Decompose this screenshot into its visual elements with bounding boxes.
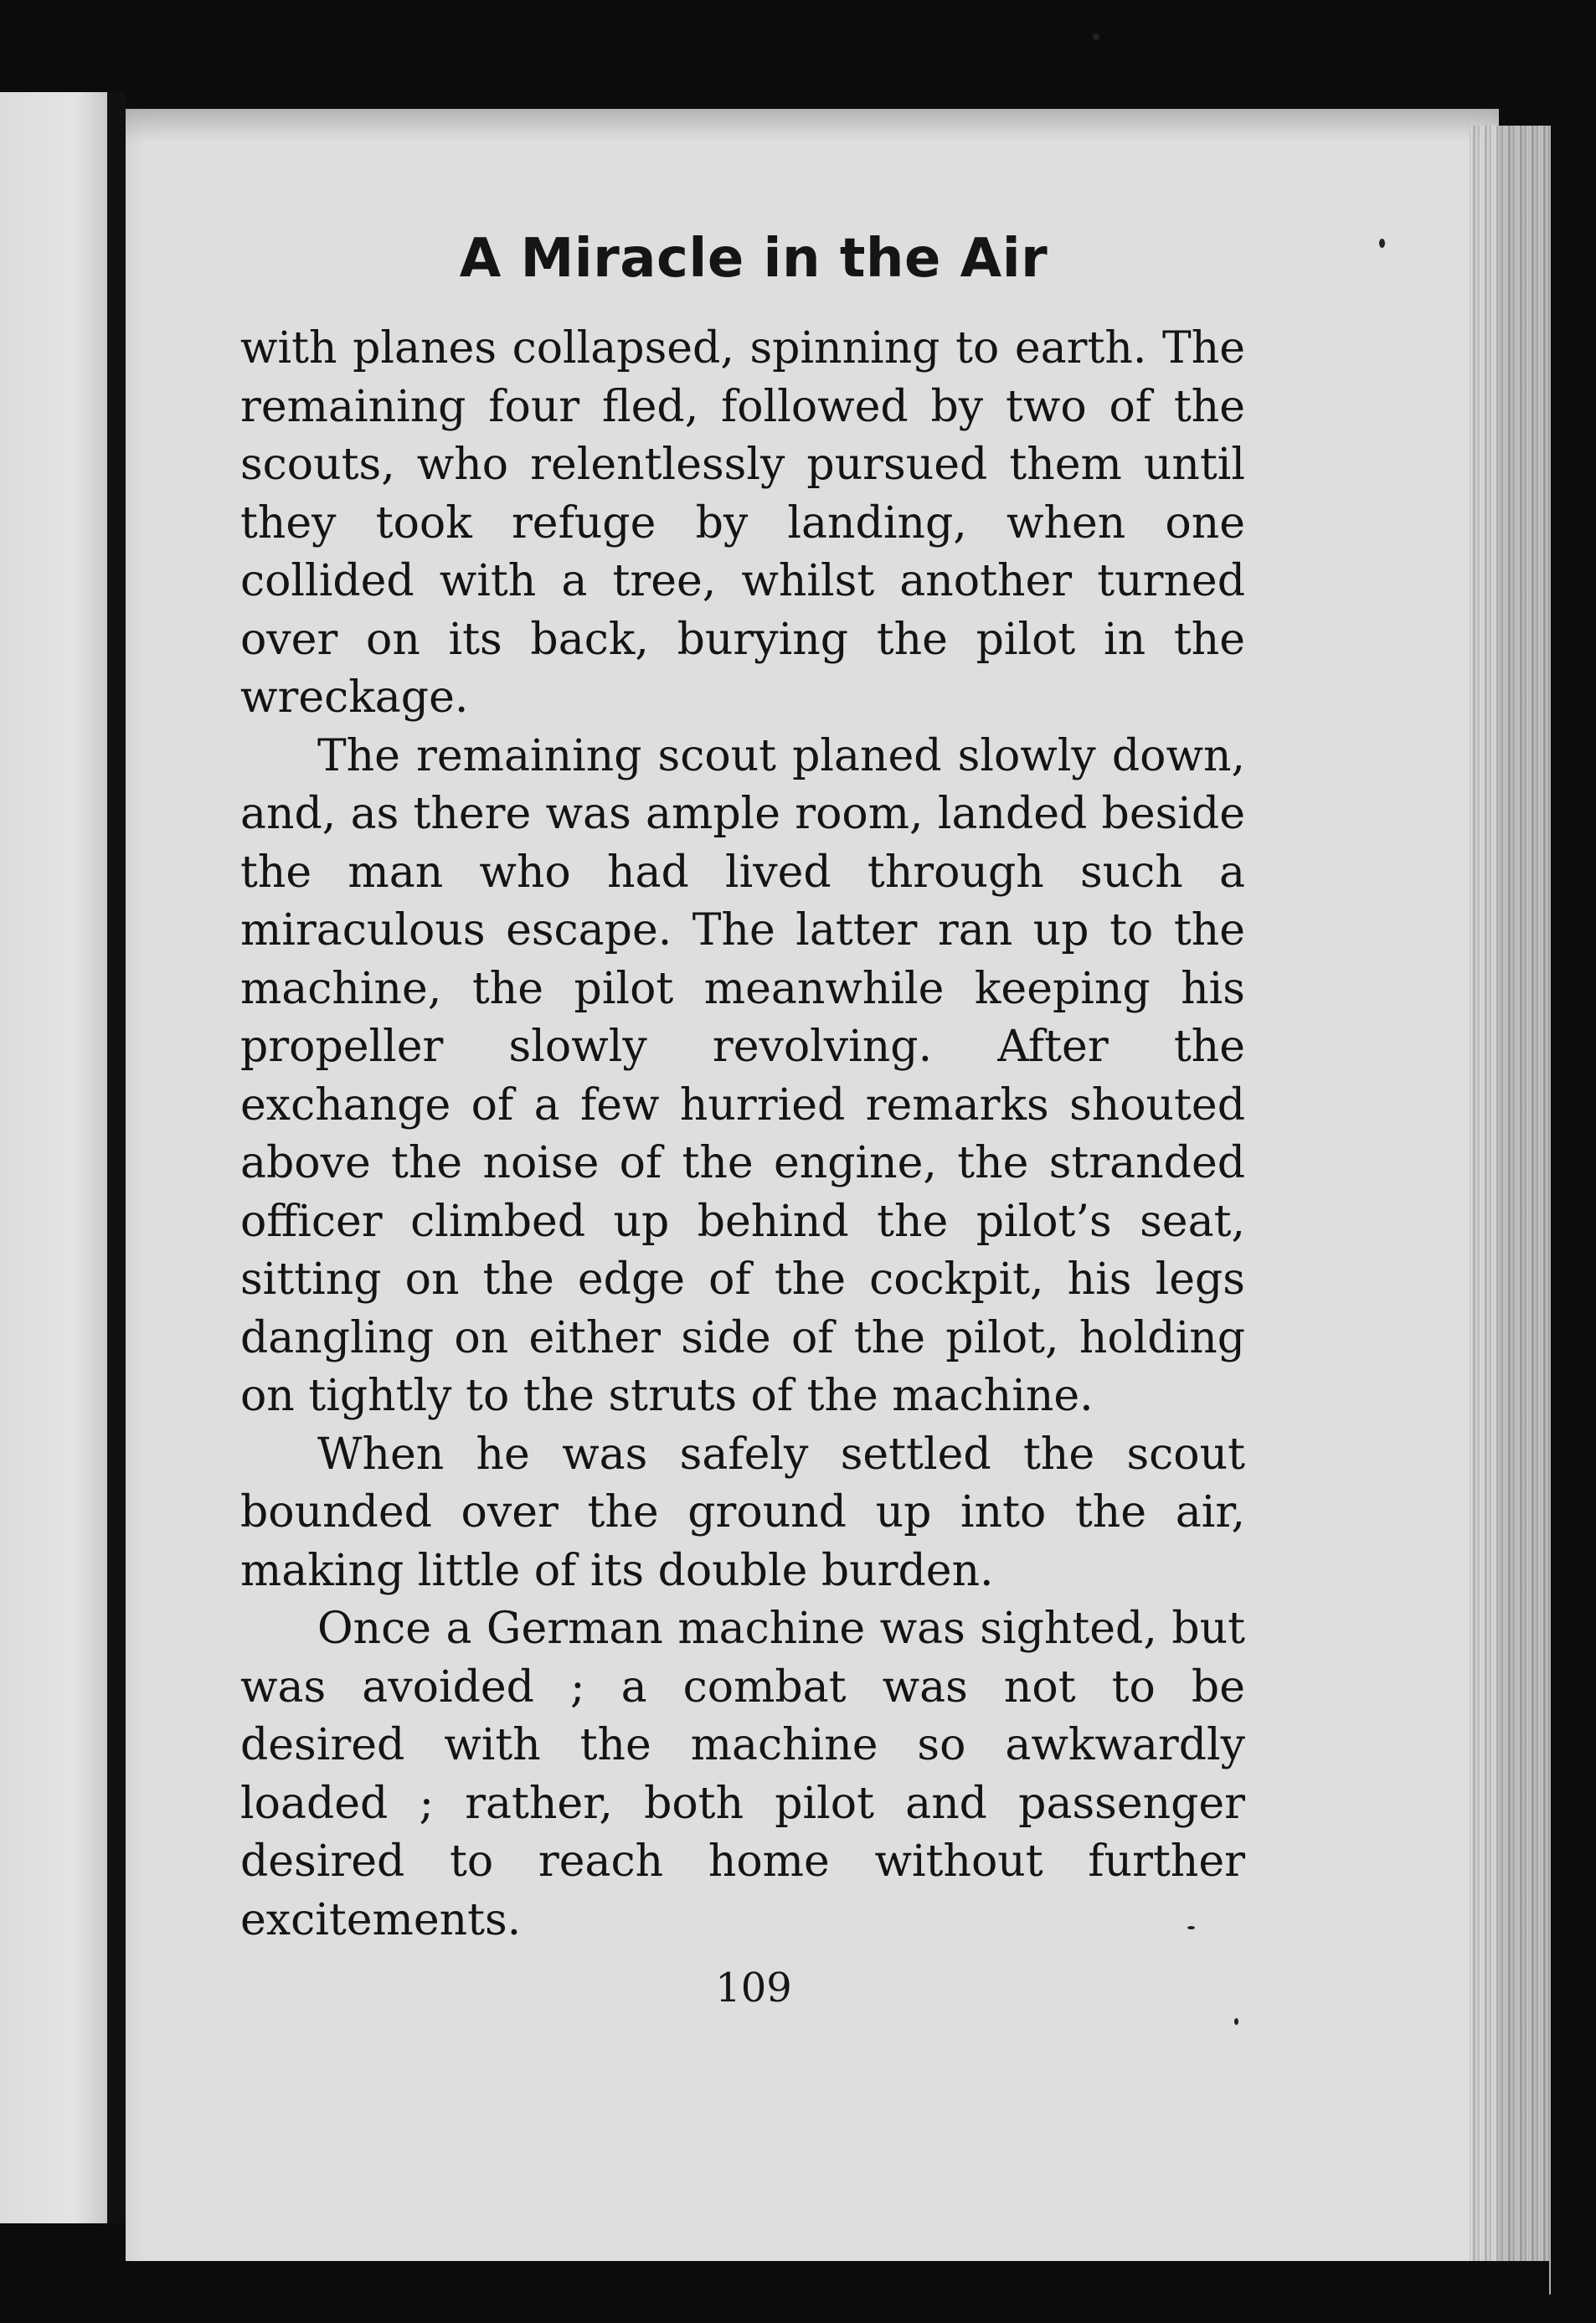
paragraph: Once a German machine was sighted, but was avoided ; a combat was not to be desired with the machine so awkwardly loaded ; rather, both pilot and passenger desired to reach home without further excitements. <box>240 1604 1245 1945</box>
scan-right-border <box>1551 126 1596 2323</box>
running-head: A Miracle in the Air <box>459 228 1048 290</box>
scan-bottom-border <box>126 2261 1549 2323</box>
page-top-shadow <box>126 109 1499 142</box>
paragraph-continued: with planes collapsed, spinning to earth. The remaining four fled, followed by two of the scouts, who relentlessly pursued them until they took refuge by landing, when one collided with a tree, whilst another turned over on its back, burying the pilot in the wreckage. <box>240 323 1245 723</box>
body-text <box>240 320 1245 1950</box>
ink-speck <box>1187 1926 1195 1929</box>
ink-speck <box>1093 33 1099 40</box>
paragraph: When he was safely settled the scout bounded over the ground up into the air, making little of its double burden. <box>240 1429 1245 1596</box>
paragraph: The remaining scout planed slowly down, and, as there was ample room, landed beside the man who had lived through such a miraculous escape. The latter ran up to the machine, the pilot meanwhile keeping his propeller slowly revolving. After the exchange of a few hurried remarks shouted above the noise of the engine, the stranded officer climbed up behind the pilot’s seat, sitting on the edge of the cockpit, his legs dangling on either side of the pilot, holding on tightly to the struts of the machine. <box>240 730 1245 1421</box>
ink-speck <box>1234 2018 1238 2025</box>
page-fore-edge <box>1470 126 1562 2295</box>
book-gutter <box>107 92 126 2223</box>
page-number: 109 <box>715 1965 792 2011</box>
left-page-edge <box>0 92 107 2223</box>
ink-speck <box>1379 239 1385 248</box>
